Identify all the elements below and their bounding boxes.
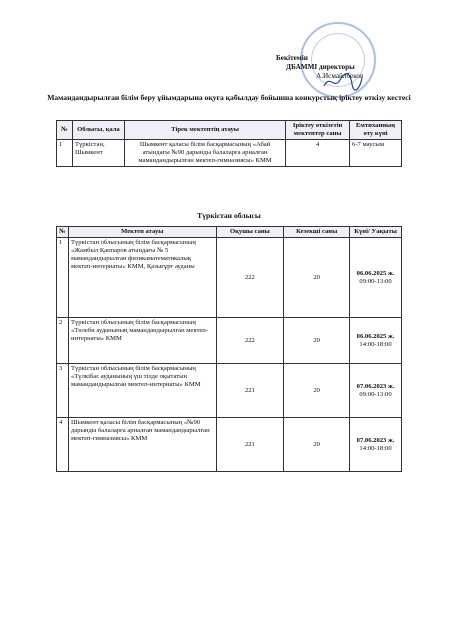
cell-date-time [350,238,402,318]
header-cell: Тірек мектептің атауы [124,121,285,140]
header-cell: № [57,227,69,238]
time-text: 09:00-13:00 [359,390,392,398]
header-cell: Оқушы саны [216,227,284,238]
cell-school-count: 4 [286,140,350,167]
cell-date-time [350,318,402,364]
summary-table [56,120,402,167]
cell-school: Түркістан облысының білім басқармасының «Жамбыл Қаппаров атындағы № 5 мамандандырылған физикаматематикалық мектеп-интернаты» КММ, Қазығұрт ауданы [68,238,216,318]
cell-number: 2 [57,318,69,364]
cell-school: Шымкент қаласы білім басқармасының «Абай атындағы №90 дарынды балаларға арналған мамандандырылған мектеп-гимназиясы» КММ [124,140,285,167]
time-text: 09:00-13:00 [359,277,392,285]
document-title: Мамандандырылған білім беру ұйымдарына оқуға қабылдау бойынша конкурстық іріктеу өткізу кестесі [47,93,411,102]
cell-region: Түркістан, Шымкент [72,140,124,167]
cell-students: 222 [216,238,284,318]
cell-duty: 20 [284,364,350,418]
summary-table-header [57,121,402,140]
cell-number: 1 [57,238,69,318]
date-text: 06.06.2025 ж. [356,269,395,277]
cell-exam-date: 6-7 маусым [350,140,402,167]
time-text: 14:00-18:00 [359,444,392,452]
cell-number: 4 [57,418,69,472]
region-heading: Түркістан облысы [197,211,261,220]
table-row [57,238,402,318]
header-cell: Күні/ Уақыты [350,227,402,238]
header-cell: Мектеп атауы [68,227,216,238]
header-cell: № [57,121,73,140]
time-text: 14:00-18:00 [359,340,392,348]
date-text: 07.06.2023 ж. [356,436,395,444]
cell-number: 3 [57,364,69,418]
date-text: 07.06.2023 ж. [356,382,395,390]
approval-line-1: Бекітемін [276,54,308,62]
cell-school: Шымкент қаласы білім басқармасының «№90 дарынды балаларға арналған мамандандырылған мектеп-гимназиясы» КММ [68,418,216,472]
cell-school: Түркістан облысының білім басқармасының «Төлеби ауданының мамандандырылған мектеп-интернаты» КММ [68,318,216,364]
cell-students: 221 [216,418,284,472]
table-row [57,418,402,472]
approval-block [276,54,363,82]
approval-line-2: ДБАММІ директоры [286,63,355,72]
cell-number: 1 [57,140,73,167]
header-cell: Облысы, қала [72,121,124,140]
header-cell: Кезекші саны [284,227,350,238]
cell-duty: 20 [284,238,350,318]
cell-duty: 20 [284,318,350,364]
header-cell: Іріктеу өткізетін мектептер саны [286,121,350,140]
cell-duty: 20 [284,418,350,472]
cell-students: 222 [216,318,284,364]
cell-school: Түркістан облысының білім басқармасының «Түлкібас ауданының үш тілде оқытатын мамандандырылған мектеп-интернаты» КММ [68,364,216,418]
schedule-table [56,226,402,472]
cell-date-time [350,364,402,418]
approval-line-3: А.Исмайлбеков [316,72,364,81]
header-cell: Емтиханның өту күні [350,121,402,140]
cell-date-time [350,418,402,472]
table-row [57,364,402,418]
table-row [57,318,402,364]
date-text: 06.06.2025 ж. [356,332,395,340]
cell-students: 221 [216,364,284,418]
table-row [57,140,402,167]
schedule-table-header [57,227,402,238]
